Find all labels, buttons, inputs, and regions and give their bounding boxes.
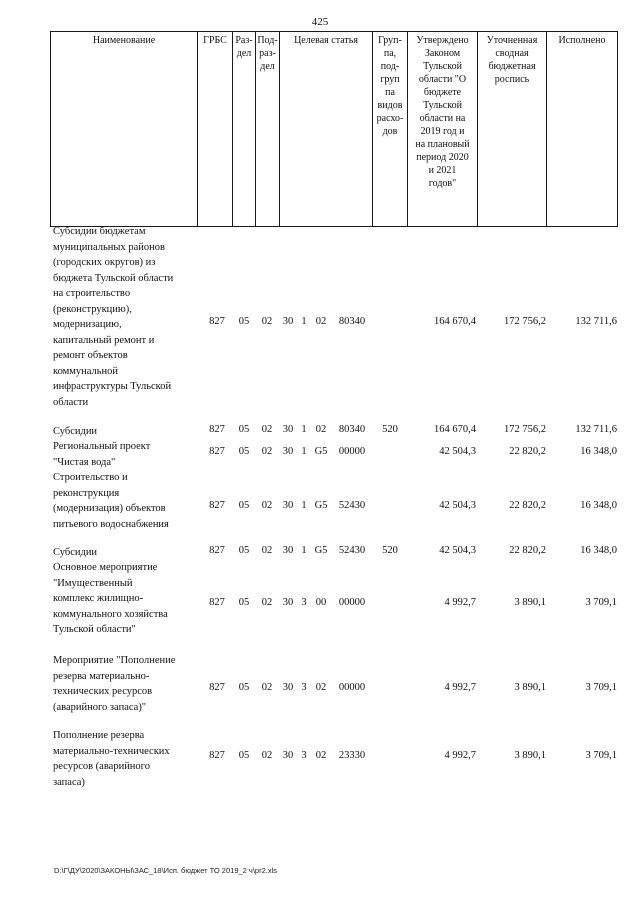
cell-grbs: 827 xyxy=(209,750,225,761)
cell-target-3: 02 xyxy=(315,424,327,435)
cell-target-3: 00 xyxy=(315,597,327,608)
header-line: бюджетная xyxy=(488,61,536,72)
cell-target-1: 30 xyxy=(282,597,294,608)
cell-name-line: "Имущественный xyxy=(53,577,133,589)
cell-approved: 164 670,4 xyxy=(434,316,476,327)
cell-name-line: (реконструкцию), xyxy=(53,303,132,315)
file-path-footer: D:\Г\ДУ\2020\ЗАКОНЫ\ЗАС_18\Исп. бюджет ТО 2019_2 ч\pr2.xls xyxy=(54,866,277,875)
header-approved xyxy=(408,34,477,190)
cell-name-line: резерва материально- xyxy=(53,670,150,682)
cell-revised: 3 890,1 xyxy=(514,750,546,761)
header-line: видов xyxy=(377,100,403,111)
cell-name xyxy=(53,424,201,440)
cell-podrazdel: 02 xyxy=(261,597,273,608)
header-border xyxy=(50,31,51,227)
cell-name-line: коммунальной xyxy=(53,365,119,377)
cell-revised: 172 756,2 xyxy=(504,424,546,435)
header-line: Уточненная xyxy=(486,35,538,46)
header-border xyxy=(279,31,280,227)
cell-target-3: 02 xyxy=(315,316,327,327)
header-podrazdel xyxy=(256,34,279,73)
cell-name-line: муниципальных районов xyxy=(53,241,165,253)
cell-podrazdel: 02 xyxy=(261,500,273,511)
cell-name-line: капитальный ремонт и xyxy=(53,334,155,346)
table-header xyxy=(50,31,618,227)
cell-target-3: G5 xyxy=(314,545,328,556)
cell-name-line: комплекс жилищно- xyxy=(53,593,144,604)
cell-name-line: (городских округов) из xyxy=(53,257,156,268)
header-top-line xyxy=(50,31,618,32)
cell-name-line: питьевого водоснабжения xyxy=(53,518,169,530)
cell-name-line: "Чистая вода" xyxy=(53,456,116,468)
cell-name-line: бюджета Тульской области xyxy=(53,272,174,284)
cell-name xyxy=(53,653,201,715)
cell-name-line: запаса) xyxy=(53,776,85,788)
cell-grbs: 827 xyxy=(209,316,225,327)
header-line: сводная xyxy=(495,48,529,59)
cell-name-line: коммунального хозяйства xyxy=(53,608,168,620)
cell-name-line: модернизацию, xyxy=(53,319,122,330)
header-line: дов xyxy=(382,126,398,137)
cell-target-2: 1 xyxy=(301,446,307,457)
header-border xyxy=(197,31,198,227)
cell-name xyxy=(53,728,201,790)
header-line: под- xyxy=(380,61,400,72)
header-line: роспись xyxy=(494,74,530,85)
header-line: дел xyxy=(236,48,252,59)
cell-razdel: 05 xyxy=(238,316,250,327)
header-line: па xyxy=(385,87,395,98)
cell-target-2: 3 xyxy=(301,750,307,761)
header-target-article: Целевая статья xyxy=(294,35,358,46)
cell-executed: 16 348,0 xyxy=(580,500,617,511)
cell-razdel: 05 xyxy=(238,597,250,608)
header-executed: Исполнено xyxy=(558,35,606,46)
header-expense-group xyxy=(373,34,407,138)
header-line: на плановый xyxy=(415,139,470,150)
header-line: па, xyxy=(383,48,397,59)
header-line: дел xyxy=(260,61,275,72)
cell-executed: 132 711,6 xyxy=(575,316,617,327)
cell-name xyxy=(53,224,201,410)
cell-target-2: 3 xyxy=(301,682,307,693)
cell-grbs: 827 xyxy=(209,446,225,457)
cell-approved: 42 504,3 xyxy=(439,545,476,556)
cell-name-line: на строительство xyxy=(53,288,131,299)
cell-target-1: 30 xyxy=(282,424,294,435)
cell-razdel: 05 xyxy=(238,500,250,511)
cell-grbs: 827 xyxy=(209,500,225,511)
cell-target-2: 1 xyxy=(301,424,307,435)
cell-approved: 42 504,3 xyxy=(439,446,476,457)
cell-approved: 4 992,7 xyxy=(444,597,476,608)
cell-name-line: Субсидии xyxy=(53,426,98,437)
cell-razdel: 05 xyxy=(238,545,250,556)
cell-grbs: 827 xyxy=(209,424,225,435)
cell-revised: 3 890,1 xyxy=(514,682,546,693)
header-razdel xyxy=(233,34,255,60)
header-line: Груп- xyxy=(378,35,402,46)
header-border xyxy=(546,31,547,227)
cell-podrazdel: 02 xyxy=(261,682,273,693)
page-number: 425 xyxy=(311,16,329,28)
cell-podrazdel: 02 xyxy=(261,750,273,761)
cell-target-3: G5 xyxy=(314,446,328,457)
header-line: расхо- xyxy=(376,113,404,124)
cell-revised: 22 820,2 xyxy=(509,446,546,457)
cell-name xyxy=(53,439,201,470)
cell-target-3: 02 xyxy=(315,750,327,761)
cell-name xyxy=(53,470,201,532)
header-line: раз- xyxy=(259,48,276,59)
cell-target-1: 30 xyxy=(282,545,294,556)
cell-target-3: G5 xyxy=(314,500,328,511)
cell-executed: 16 348,0 xyxy=(580,446,617,457)
cell-approved: 42 504,3 xyxy=(439,500,476,511)
cell-expense-type: 520 xyxy=(382,424,398,435)
cell-name-line: области xyxy=(53,396,89,408)
header-line: бюджете xyxy=(423,87,462,98)
cell-name-line: Региональный проект xyxy=(53,441,151,452)
cell-target-4: 23330 xyxy=(338,750,366,761)
cell-target-4: 52430 xyxy=(338,500,366,511)
cell-executed: 3 709,1 xyxy=(585,597,617,608)
header-line: годов" xyxy=(428,178,457,189)
header-grbs: ГРБС xyxy=(203,35,227,46)
cell-approved: 164 670,4 xyxy=(434,424,476,435)
cell-approved: 4 992,7 xyxy=(444,682,476,693)
header-line: Законом xyxy=(424,48,461,59)
cell-name xyxy=(53,545,201,561)
header-line: груп xyxy=(380,74,400,85)
cell-name-line: Пополнение резерва xyxy=(53,730,145,741)
header-line: Тульской xyxy=(423,100,462,111)
cell-name-line: Строительство и xyxy=(53,472,128,483)
cell-revised: 3 890,1 xyxy=(514,597,546,608)
header-revised xyxy=(478,34,546,86)
cell-name-line: (модернизация) объектов xyxy=(53,503,166,514)
cell-target-3: 02 xyxy=(315,682,327,693)
cell-podrazdel: 02 xyxy=(261,316,273,327)
cell-name-line: реконструкция xyxy=(53,487,120,499)
cell-name xyxy=(53,560,201,638)
cell-target-1: 30 xyxy=(282,750,294,761)
header-line: области "О xyxy=(418,74,467,85)
header-line: Тульской xyxy=(423,61,462,72)
header-line: период 2020 xyxy=(416,152,469,163)
cell-revised: 172 756,2 xyxy=(504,316,546,327)
cell-razdel: 05 xyxy=(238,682,250,693)
cell-target-4: 00000 xyxy=(338,597,366,608)
header-line: Раз- xyxy=(235,35,253,46)
cell-grbs: 827 xyxy=(209,597,225,608)
cell-expense-type: 520 xyxy=(382,545,398,556)
cell-target-1: 30 xyxy=(282,500,294,511)
header-line: Утверждено xyxy=(416,35,469,46)
cell-name-line: ресурсов (аварийного xyxy=(53,761,150,772)
cell-target-4: 52430 xyxy=(338,545,366,556)
header-line: Под- xyxy=(257,35,278,46)
cell-name-line: инфраструктуры Тульской xyxy=(53,381,172,392)
cell-name-line: Тульской области" xyxy=(53,624,136,635)
cell-target-1: 30 xyxy=(282,446,294,457)
cell-podrazdel: 02 xyxy=(261,446,273,457)
cell-name-line: технических ресурсов xyxy=(53,686,153,697)
cell-revised: 22 820,2 xyxy=(509,545,546,556)
cell-name-line: (аварийного запаса)" xyxy=(53,701,147,713)
cell-target-2: 1 xyxy=(301,316,307,327)
header-line: области на xyxy=(419,113,466,124)
cell-executed: 132 711,6 xyxy=(575,424,617,435)
cell-executed: 3 709,1 xyxy=(585,750,617,761)
cell-name-line: Субсидии бюджетам xyxy=(53,226,146,237)
cell-name-line: Мероприятие "Пополнение xyxy=(53,655,176,666)
cell-target-2: 3 xyxy=(301,597,307,608)
cell-target-4: 80340 xyxy=(338,316,366,327)
cell-grbs: 827 xyxy=(209,682,225,693)
header-name: Наименование xyxy=(92,35,156,46)
cell-target-4: 80340 xyxy=(338,424,366,435)
cell-executed: 16 348,0 xyxy=(580,545,617,556)
cell-podrazdel: 02 xyxy=(261,424,273,435)
cell-name-line: Основное мероприятие xyxy=(53,562,158,573)
header-line: и 2021 xyxy=(428,165,457,176)
cell-grbs: 827 xyxy=(209,545,225,556)
cell-target-2: 1 xyxy=(301,545,307,556)
header-line: 2019 год и xyxy=(420,126,465,137)
cell-name-line: материально-технических xyxy=(53,745,170,757)
cell-name-line: Субсидии xyxy=(53,547,98,558)
header-border xyxy=(232,31,233,227)
cell-razdel: 05 xyxy=(238,750,250,761)
cell-target-4: 00000 xyxy=(338,682,366,693)
header-border xyxy=(617,31,618,227)
cell-approved: 4 992,7 xyxy=(444,750,476,761)
cell-target-1: 30 xyxy=(282,682,294,693)
cell-executed: 3 709,1 xyxy=(585,682,617,693)
cell-podrazdel: 02 xyxy=(261,545,273,556)
cell-revised: 22 820,2 xyxy=(509,500,546,511)
cell-target-4: 00000 xyxy=(338,446,366,457)
cell-razdel: 05 xyxy=(238,424,250,435)
cell-target-2: 1 xyxy=(301,500,307,511)
cell-razdel: 05 xyxy=(238,446,250,457)
cell-name-line: ремонт объектов xyxy=(53,350,128,361)
cell-target-1: 30 xyxy=(282,316,294,327)
